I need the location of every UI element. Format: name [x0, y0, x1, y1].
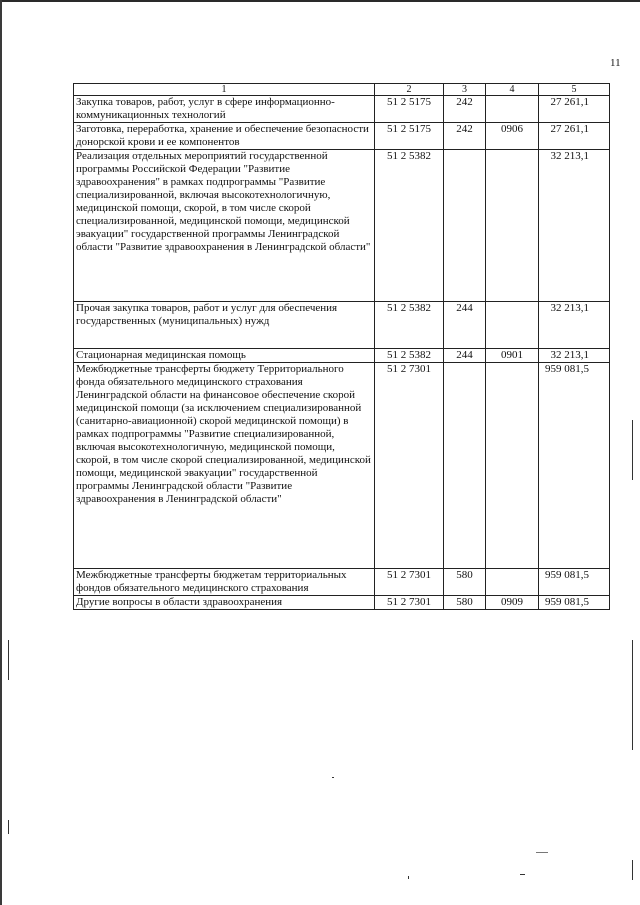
- sum-cell: 27 261,1: [539, 96, 610, 123]
- csr-cell: 51 2 5382: [375, 302, 444, 349]
- table-row: [74, 302, 610, 349]
- row-name-cell: Межбюджетные трансферты бюджету Территориального фонда обязательного медицинского страхования Ленинградской области на финансовое обеспечение скорой медицинской помощи (за исключением специализированной (санитарно-авиационной) скорой медицинской помощи) в рамках подпрограммы "Развитие специализированной, включая высокотехнологичную, медицинской помощи, скорой, в том числе скорой специализированной, медицинской помощи, медицинской эвакуации" государственной программы Ленинградской области "Развитие здравоохранения в Ленинградской области": [74, 363, 375, 569]
- scan-artifact-mark: [520, 874, 525, 875]
- row-name-cell: Стационарная медицинская помощь: [74, 349, 375, 363]
- row-name-cell: Прочая закупка товаров, работ и услуг для обеспечения государственных (муниципальных) нужд: [74, 302, 375, 349]
- vr-cell: 244: [444, 302, 486, 349]
- table-row: [74, 96, 610, 123]
- scan-artifact-mark: [632, 640, 633, 750]
- csr-cell: 51 2 7301: [375, 363, 444, 569]
- csr-cell: 51 2 5382: [375, 349, 444, 363]
- scan-artifact-mark: [8, 820, 9, 834]
- scan-edge-top: [0, 0, 640, 2]
- scan-artifact-mark: [632, 420, 633, 480]
- csr-cell: 51 2 7301: [375, 596, 444, 610]
- rz-cell: 0901: [486, 349, 539, 363]
- csr-cell: 51 2 5175: [375, 96, 444, 123]
- rz-cell: 0909: [486, 596, 539, 610]
- page-number: 11: [610, 57, 621, 69]
- rz-cell: [486, 363, 539, 569]
- rz-cell: 0906: [486, 123, 539, 150]
- rz-cell: [486, 150, 539, 302]
- rz-cell: [486, 569, 539, 596]
- scan-artifact-mark: [332, 777, 334, 778]
- column-header: 2: [375, 84, 444, 96]
- table-row: [74, 349, 610, 363]
- scan-artifact-mark: [8, 640, 9, 680]
- vr-cell: 242: [444, 123, 486, 150]
- table-row: [74, 569, 610, 596]
- table-row: [74, 363, 610, 569]
- row-name-cell: Заготовка, переработка, хранение и обеспечение безопасности донорской крови и ее компонентов: [74, 123, 375, 150]
- row-name-cell: Реализация отдельных мероприятий государственной программы Российской Федерации "Развитие здравоохранения" в рамках подпрограммы "Развитие специализированной, включая высокотехнологичную, медицинской помощи, скорой, в том числе скорой специализированной, медицинской помощи, медицинской эвакуации" государственной программы Ленинградской области "Развитие здравоохранения в Ленинградской области": [74, 150, 375, 302]
- sum-cell: 959 081,5: [539, 363, 610, 569]
- table-row: [74, 123, 610, 150]
- column-header: 4: [486, 84, 539, 96]
- column-header: 1: [74, 84, 375, 96]
- sum-cell: 959 081,5: [539, 569, 610, 596]
- csr-cell: 51 2 7301: [375, 569, 444, 596]
- scan-artifact-mark: [632, 860, 633, 880]
- rz-cell: [486, 302, 539, 349]
- csr-cell: 51 2 5175: [375, 123, 444, 150]
- scan-artifact-mark: [536, 852, 548, 853]
- sum-cell: 32 213,1: [539, 349, 610, 363]
- sum-cell: 959 081,5: [539, 596, 610, 610]
- rz-cell: [486, 96, 539, 123]
- scan-artifact-mark: [408, 876, 409, 879]
- csr-cell: 51 2 5382: [375, 150, 444, 302]
- sum-cell: 32 213,1: [539, 302, 610, 349]
- scan-edge-left: [0, 0, 2, 905]
- vr-cell: [444, 363, 486, 569]
- vr-cell: [444, 150, 486, 302]
- vr-cell: 580: [444, 596, 486, 610]
- vr-cell: 242: [444, 96, 486, 123]
- table-row: [74, 596, 610, 610]
- sum-cell: 32 213,1: [539, 150, 610, 302]
- vr-cell: 580: [444, 569, 486, 596]
- column-header: 5: [539, 84, 610, 96]
- vr-cell: 244: [444, 349, 486, 363]
- budget-table: [73, 83, 610, 610]
- row-name-cell: Другие вопросы в области здравоохранения: [74, 596, 375, 610]
- column-header: 3: [444, 84, 486, 96]
- table-header-row: [74, 84, 610, 96]
- sum-cell: 27 261,1: [539, 123, 610, 150]
- row-name-cell: Межбюджетные трансферты бюджетам территориальных фондов обязательного медицинского страхования: [74, 569, 375, 596]
- row-name-cell: Закупка товаров, работ, услуг в сфере информационно-коммуникационных технологий: [74, 96, 375, 123]
- table-row: [74, 150, 610, 302]
